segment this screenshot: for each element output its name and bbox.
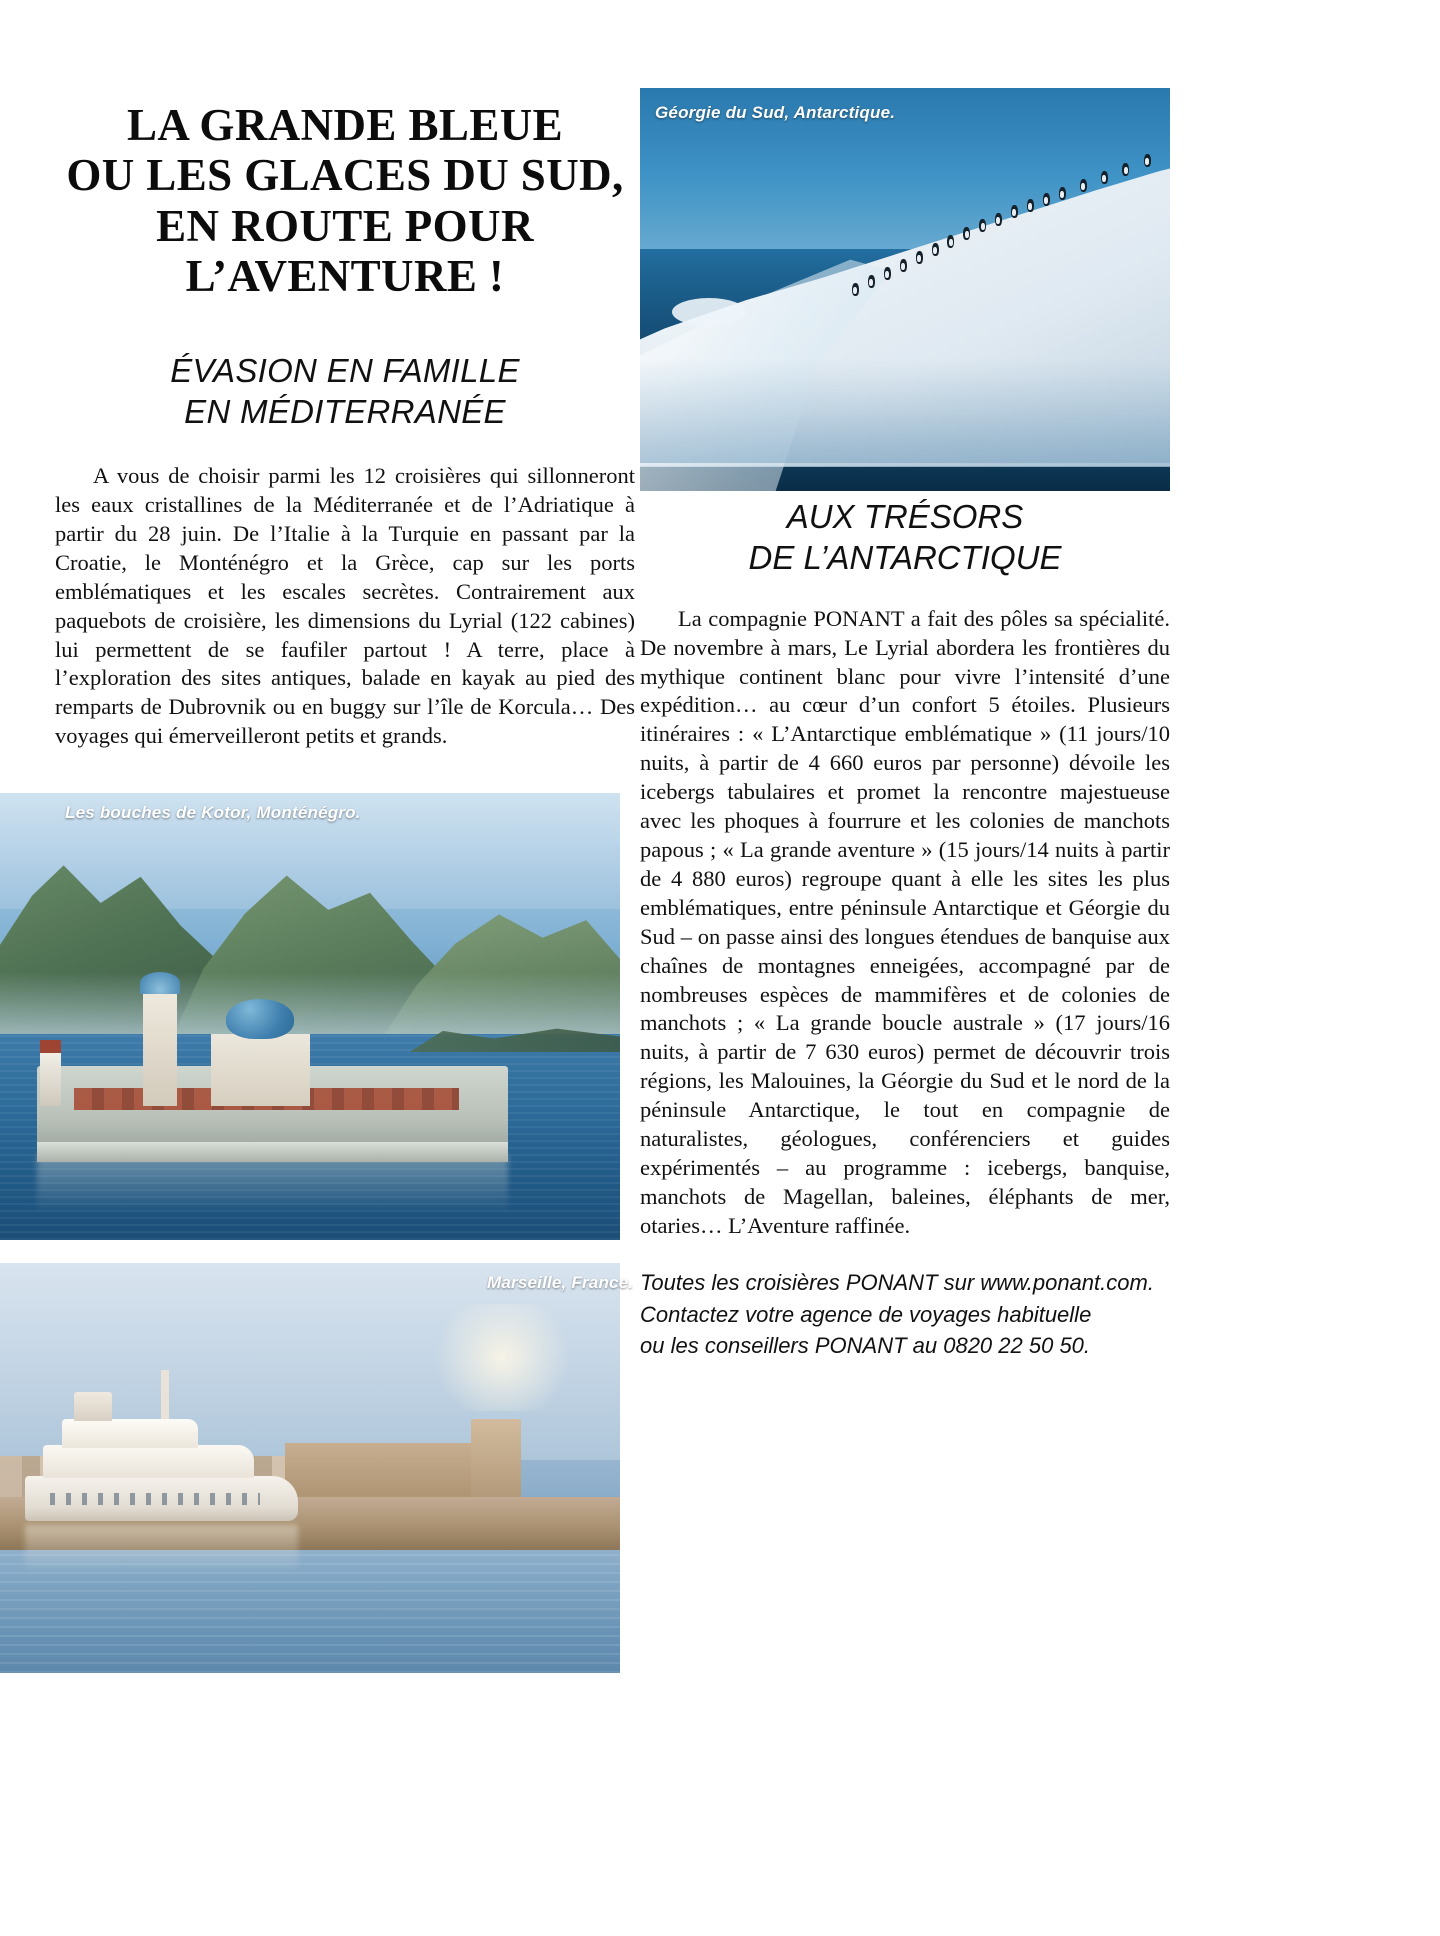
contact-line-phone: ou les conseillers PONANT au 0820 22 50 50. [640,1333,1091,1359]
iceberg-notch [672,298,746,326]
kotor-bell-tower-dome [140,972,180,994]
kotor-island-reflection [37,1155,508,1213]
left-subheading [55,350,635,433]
kotor-island-wall [37,1142,508,1162]
kotor-haze [0,972,620,1044]
cruise-ship-superstructure [62,1419,198,1448]
ship-reflection [25,1525,298,1574]
right-body-paragraph: La compagnie PONANT a fait des pôles sa spécialité. De novembre à mars, Le Lyrial abordera les frontières du mythique continent blanc pour vivre l’intensité d’une expédition… au cœur d’un confort 5 étoiles. Plusieurs itinéraires : « L’Antarctique emblématique » (11 jours/10 nuits, à partir de 4 660 euros par personne) dévoile les icebergs tabulaires et promet la rencontre majestueuse avec les phoques à fourrure et les colonies de manchots papous ; « La grande aventure » (15 jours/14 nuits à partir de 4 880 euros) regroupe quant à elle les sites les plus emblématiques, entre péninsule Antarctique et Géorgie du Sud – on passe ainsi des longues étendues de banquise aux chaînes de montagnes enneigées, accompagné par de nombreuses espèces de mammifères et de colonies de manchots ; « La grande boucle australe » (17 jours/16 nuits, à partir de 7 630 euros) permet de découvrir trois régions, les Malouines, la Géorgie du Sud et le nord de la péninsule Antarctique, le tout en compagnie de naturalistes, géologues, conférenciers et guides expérimentés – au programme : icebergs, banquise, manchots de Magellan, baleines, éléphants de mer, otaries… L’Aventure raffinée. [640,605,1170,1238]
contact-line-website: Toutes les croisières PONANT sur www.ponant.com. [640,1269,1154,1295]
caption-antarctic: Géorgie du Sud, Antarctique. [655,103,896,122]
photo-kotor-bay [0,793,620,1240]
caption-kotor: Les bouches de Kotor, Monténégro. [65,803,361,822]
marseille-fort-tower [471,1419,521,1509]
cruise-ship-funnel [74,1392,111,1421]
caption-marseille: Marseille, France. [487,1273,634,1292]
right-subheading-line-3: DE L’ANTARCTIQUE [748,539,1062,577]
left-subheading-line-1: ÉVASION EN FAMILLE [170,351,520,389]
marseille-sun-glow [422,1304,583,1411]
cruise-ship-portholes [50,1493,261,1505]
cruise-ship-mast [161,1370,168,1419]
cruise-ship-deck [43,1445,254,1478]
photo-marseille-harbour [0,1263,620,1673]
kotor-church-dome [226,999,294,1039]
left-body-paragraph: A vous de choisir parmi les 12 croisières qui sillonneront les eaux cristallines de la Méditerranée et de l’Adriatique à partir du 28 juin. De l’Italie à la Turquie en passant par la Croatie, le Monténégro et la Grèce, cap sur les ports emblématiques et les escales secrètes. Contrairement aux paquebots de croisière, les dimensions du Lyrial (122 cabines) lui permettent de se faufiler partout ! A terre, place à l’exploration des sites antiques, balade en kayak au pied des remparts de Dubrovnik ou en buggy sur l’île de Korcula… Des voyages qui émerveilleront petits et grands. [55,463,635,749]
left-column [55,0,635,751]
headline-line-1: LA GRANDE BLEUE [126,100,564,150]
kotor-church [211,1034,310,1106]
right-subheading-line-2: AUX TRÉSORS [786,497,1024,535]
kotor-lighthouse [40,1052,61,1106]
headline-line-4: L’AVENTURE ! [185,251,505,302]
page-title [55,100,635,302]
contact-block [640,1267,1170,1363]
headline-line-2: OU LES GLACES DU SUD, [66,150,624,201]
headline-line-3: EN ROUTE POUR [156,200,534,251]
photo-antarctic-iceberg [640,88,1170,491]
kotor-bell-tower [143,990,177,1106]
left-subheading-line-2: EN MÉDITERRANÉE [184,392,506,430]
iceberg-shadow [640,358,1170,463]
contact-line-agency: Contactez votre agence de voyages habituelle [640,1301,1092,1327]
